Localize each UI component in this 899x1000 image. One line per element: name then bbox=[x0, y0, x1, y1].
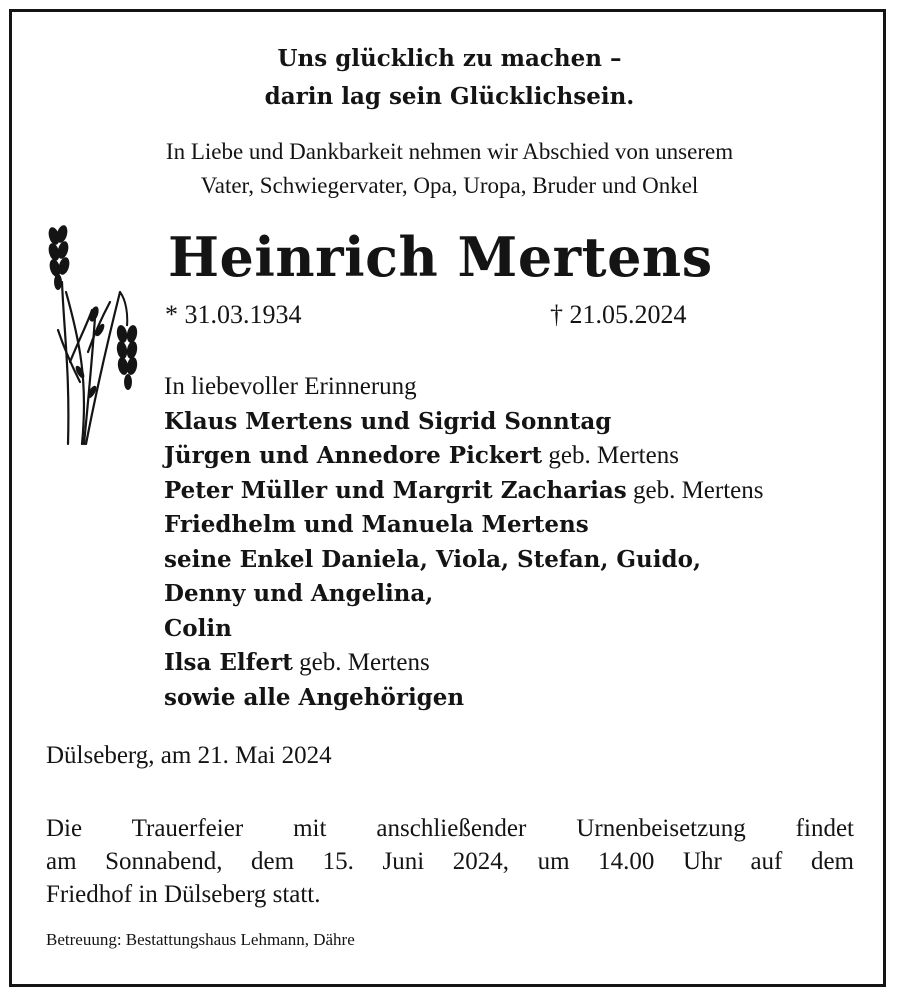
funeral-service-info bbox=[46, 812, 854, 911]
mourner-note: geb. Mertens bbox=[542, 442, 679, 469]
mourner-names: seine Enkel Daniela, Viola, Stefan, Guido, bbox=[164, 545, 701, 573]
wheat-ears-icon bbox=[40, 222, 150, 447]
funeral-home-credit: Betreuung: Bestattungshaus Lehmann, Dähre bbox=[46, 930, 355, 949]
mourner-names: Jürgen und Annedore Pickert bbox=[164, 442, 543, 469]
deceased-name: Heinrich Mertens bbox=[168, 225, 713, 289]
list-item bbox=[164, 439, 764, 474]
mourners-heading: In liebevoller Erinnerung bbox=[164, 373, 417, 400]
list-item bbox=[164, 543, 764, 578]
mourner-names: Denny und Angelina, bbox=[164, 580, 434, 607]
list-item bbox=[164, 577, 764, 612]
intro-line-2: Vater, Schwiegervater, Opa, Uropa, Bruder und Onkel bbox=[200, 173, 699, 198]
mourners-list bbox=[164, 370, 764, 715]
place-date: Dülseberg, am 21. Mai 2024 bbox=[46, 742, 332, 769]
list-item bbox=[164, 681, 764, 716]
mourner-names: Colin bbox=[164, 614, 232, 642]
mourner-names: Friedhelm und Manuela Mertens bbox=[164, 511, 589, 538]
service-line-2: am Sonnabend, dem 15. Juni 2024, um 14.00 Uhr auf dem bbox=[46, 848, 854, 875]
intro-text bbox=[0, 135, 899, 203]
mourner-note: geb. Mertens bbox=[292, 649, 430, 676]
mourner-names: Peter Müller und Margrit Zacharias bbox=[164, 476, 627, 504]
intro-line-1: In Liebe und Dankbarkeit nehmen wir Abschied von unserem bbox=[165, 139, 734, 164]
list-item bbox=[164, 474, 764, 509]
list-item bbox=[164, 405, 764, 440]
mourner-note: geb. Mertens bbox=[626, 476, 764, 504]
motto-line-1: Uns glücklich zu machen – bbox=[277, 45, 622, 72]
birth-date: * 31.03.1934 bbox=[165, 300, 302, 329]
list-item bbox=[164, 508, 764, 543]
motto bbox=[0, 40, 899, 116]
list-item bbox=[164, 612, 764, 647]
service-line-1: Die Trauerfeier mit anschließender Urnenbeisetzung findet bbox=[46, 815, 854, 842]
service-line-3: Friedhof in Dülseberg statt. bbox=[46, 881, 321, 908]
mourner-names: Klaus Mertens und Sigrid Sonntag bbox=[164, 407, 612, 435]
mourner-names: Ilsa Elfert bbox=[164, 649, 293, 676]
death-date: † 21.05.2024 bbox=[550, 300, 687, 329]
mourner-names: sowie alle Angehörigen bbox=[164, 683, 465, 711]
motto-line-2: darin lag sein Glücklichsein. bbox=[264, 83, 635, 110]
list-item bbox=[164, 646, 764, 681]
